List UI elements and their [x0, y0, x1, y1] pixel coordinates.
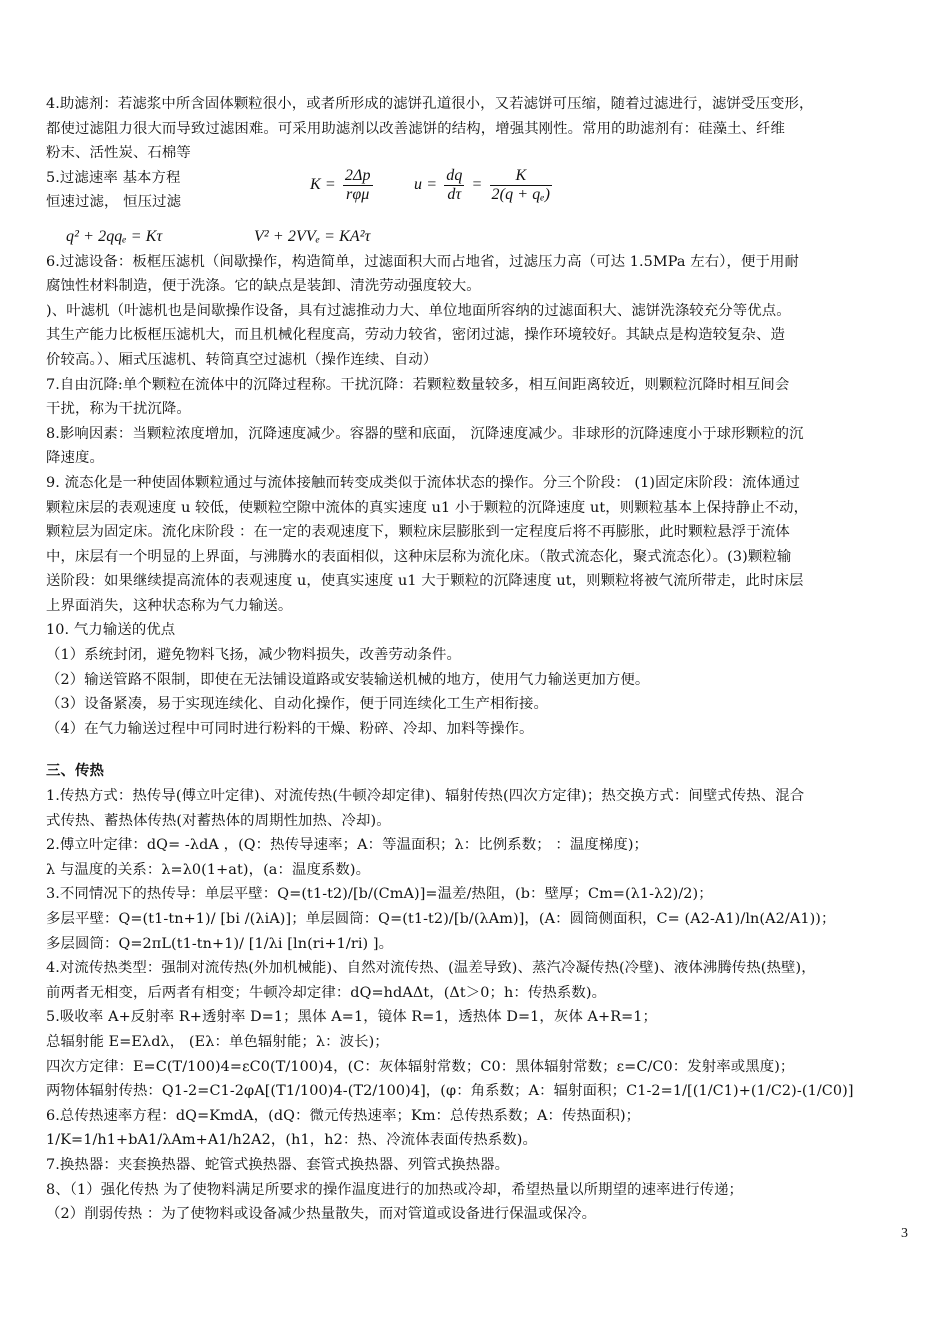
- formula-u: [414, 167, 555, 204]
- text-line: λ 与温度的关系：λ=λ0(1+at)，(a：温度系数)。: [46, 861, 371, 878]
- text-line: 粉末、活性炭、石棉等: [46, 145, 191, 162]
- text-line: 总辐射能 E=Eλdλ， (Eλ：单色辐射能；λ：波长)；: [46, 1033, 389, 1050]
- formula-k-lhs: K =: [310, 176, 336, 194]
- text-line: 干扰，称为干扰沉降。: [46, 401, 191, 418]
- text-line: 其生产能力比板框压滤机大，而且机械化程度高，劳动力较省，密闭过滤，操作环境较好。其缺点是构造较复杂、造: [46, 327, 786, 344]
- formula-u-fraction-1: [444, 167, 464, 204]
- text-line: 9. 流态化是一种使固体颗粒通过与流体接触而转变成类似于流体状态的操作。分三个阶段： (1)固定床阶段：流体通过: [46, 474, 801, 491]
- formula-u-equals: =: [471, 176, 483, 194]
- text-line: 送阶段：如果继续提高流体的表观速度 u，使真实速度 u1 大于颗粒的沉降速度 ut，则颗粒将被气流所带走，此时床层: [46, 573, 804, 590]
- formula-u-fraction-2: [490, 167, 553, 204]
- text-line: 1/K=1/h1+bA1/λAm+A1/h2A2，(h1，h2：热、冷流体表面传热系数)。: [46, 1132, 537, 1149]
- text-line: 多层平壁：Q=(t1-tn+1)/ [bi /(λiA)]；单层圆筒：Q=(t1-t2)/[b/(λAm)]，(A：圆筒侧面积，C= (A2-A1)/ln(A2/A1))；: [46, 911, 836, 927]
- text-line: 颗粒层为固定床。流化床阶段 ：在一定的表观速度下，颗粒床层膨胀到一定程度后将不再膨胀，此时颗粒悬浮于流体: [46, 524, 790, 541]
- text-line: 4.助滤剂：若滤浆中所含固体颗粒很小，或者所形成的滤饼孔道很小，又若滤饼可压缩，随着过滤进行，滤饼受压变形，: [46, 96, 814, 112]
- section-gap: [46, 741, 908, 755]
- text-line: 式传热、蓄热体传热(对蓄热体的周期性加热、冷却)。: [46, 812, 391, 829]
- formula-u-numerator-1: dq: [446, 166, 463, 184]
- text-line: 恒速过滤， 恒压过滤: [46, 194, 182, 211]
- formula-u-denominator-2: 2(q + qₑ): [491, 185, 551, 203]
- text-line: 四次方定律：E=C(T/100)4=εC0(T/100)4，(C：灰体辐射常数；C0：黑体辐射常数；ε=C/C0：发射率或黑度)；: [46, 1058, 795, 1075]
- text-line: 6.总传热速率方程：dQ=KmdA，(dQ：微元传热速率；Km：总传热系数；A：传热面积)；: [46, 1107, 641, 1124]
- text-line: 8.影响因素：当颗粒浓度增加，沉降速度减少。容器的壁和底面， 沉降速度减少。非球形的沉降速度小于球形颗粒的沉: [46, 425, 804, 442]
- text-line: 前两者无相变，后两者有相变；牛顿冷却定律：dQ=hdAΔt，(Δt＞0；h：传热系数)。: [46, 984, 607, 1001]
- text-line: 多层圆筒：Q=2πL(t1-tn+1)/ [1/λi [ln(ri+1/ri) ]。: [46, 935, 394, 952]
- text-line: 8、（1）强化传热 为了使物料满足所要求的操作温度进行的加热或冷却，希望热量以所期望的速率进行传递；: [46, 1181, 744, 1198]
- formula-u-lhs: u =: [414, 176, 438, 194]
- text-line: 5.吸收率 A+反射率 R+透射率 D=1；黑体 A=1，镜体 R=1，透热体 D=1，灰体 A+R=1；: [46, 1009, 658, 1026]
- text-line: 降速度。: [46, 450, 104, 467]
- text-line: 7.换热器：夹套换热器、蛇管式换热器、套管式换热器、列管式换热器。: [46, 1156, 510, 1173]
- text-line: 1.传热方式：热传导(傅立叶定律)、对流传热(牛顿冷却定律)、辐射传热(四次方定律)；热交换方式：间壁式传热、混合: [46, 788, 805, 805]
- document-body: [46, 92, 908, 1227]
- formula-k-numerator: 2Δp: [344, 166, 371, 184]
- text-line: 4.对流传热类型：强制对流传热(外加机械能)、自然对流传热、(温差导致)、蒸汽冷凝传热(冷壁)、液体沸腾传热(热壁)，: [46, 960, 816, 977]
- text-line: 上界面消失，这种状态称为气力输送。: [46, 597, 293, 614]
- text-line: （2）削弱传热 ：为了使物料或设备减少热量散失，而对管道或设备进行保温或保冷。: [46, 1206, 597, 1223]
- text-line: 颗粒床层的表观速度 u 较低，使颗粒空隙中流体的真实速度 u1 小于颗粒的沉降速度 ut，则颗粒基本上保持静止不动，: [46, 499, 809, 516]
- text-line: 两物体辐射传热：Q1-2=C1-2φA[(T1/100)4-(T2/100)4]，(φ：角系数；A：辐射面积；C1-2=1/[(1/C1)+(1/C2)-(1/C0)]: [46, 1083, 854, 1100]
- text-line: （4）在气力输送过程中可同时进行粉料的干燥、粉碎、冷却、加料等操作。: [46, 720, 534, 737]
- heat-transfer-section: [46, 784, 908, 1227]
- equipment-and-settling-section: [46, 250, 908, 742]
- text-line: 10. 气力输送的优点: [46, 622, 176, 639]
- text-line: （2）输送管路不限制，即使在无法铺设道路或安装输送机械的地方，使用气力输送更加方便。: [46, 671, 650, 688]
- formula-u-numerator-2: K: [490, 167, 553, 186]
- text-line: 腐蚀性材料制造，便于洗涤。它的缺点是装卸、清洗劳动强度较大。: [46, 278, 481, 295]
- constant-pressure-equation: V² + 2VVₑ = KA²τ: [254, 227, 371, 245]
- text-line: 3.不同情况下的热传导：单层平壁：Q=(t1-t2)/[b/(CmA)]=温差/热阻，(b：壁厚；Cm=(λ1-λ2)/2)；: [46, 886, 713, 903]
- text-line: 2.傅立叶定律：dQ= -λdA ，(Q：热传导速率；A：等温面积；λ：比例系数； ：温度梯度)；: [46, 837, 649, 854]
- constant-rate-equation: q² + 2qqₑ = Kτ: [66, 227, 163, 245]
- text-line: 中，床层有一个明显的上界面，与沸腾水的表面相似，这种床层称为流化床。（散式流态化，聚式流态化）。(3)颗粒输: [46, 548, 792, 565]
- formula-k: [310, 167, 376, 204]
- text-line: （1）系统封闭，避免物料飞扬，减少物料损失，改善劳动条件。: [46, 647, 461, 664]
- text-line: 6.过滤设备：板框压滤机（间歇操作，构造简单，过滤面积大而占地省，过滤压力高（可达 1.5MPa 左右），便于用耐: [46, 253, 799, 270]
- text-line: 价较高。）、厢式压滤机、转筒真空过滤机（操作连续、自动）: [46, 351, 438, 368]
- text-line: 5.过滤速率 基本方程: [46, 169, 181, 186]
- formula-k-fraction: [343, 167, 373, 204]
- formula-k-denominator: rφμ: [346, 185, 370, 203]
- text-line: )、叶滤机（叶滤机也是间歇操作设备，具有过滤推动力大、单位地面所容纳的过滤面积大、滤饼洗涤较充分等优点。: [46, 302, 791, 319]
- formula-u-denominator-1: dτ: [447, 185, 462, 203]
- section-title-heat-transfer: 三、传热: [46, 762, 104, 780]
- filtration-rate-formulas: [46, 166, 908, 225]
- filtration-equations: [46, 225, 908, 250]
- text-line: 7.自由沉降:单个颗粒在流体中的沉降过程称。干扰沉降：若颗粒数量较多，相互间距离较近，则颗粒沉降时相互间会: [46, 376, 790, 393]
- text-line: 都使过滤阻力很大而导致过滤困难。可采用助滤剂以改善滤饼的结构，增强其刚性。常用的助滤剂有：硅藻土、纤维: [46, 120, 786, 137]
- page-number: 3: [901, 1226, 908, 1241]
- text-line: （3）设备紧凑，易于实现连续化、自动化操作，便于同连续化工生产相衔接。: [46, 696, 548, 713]
